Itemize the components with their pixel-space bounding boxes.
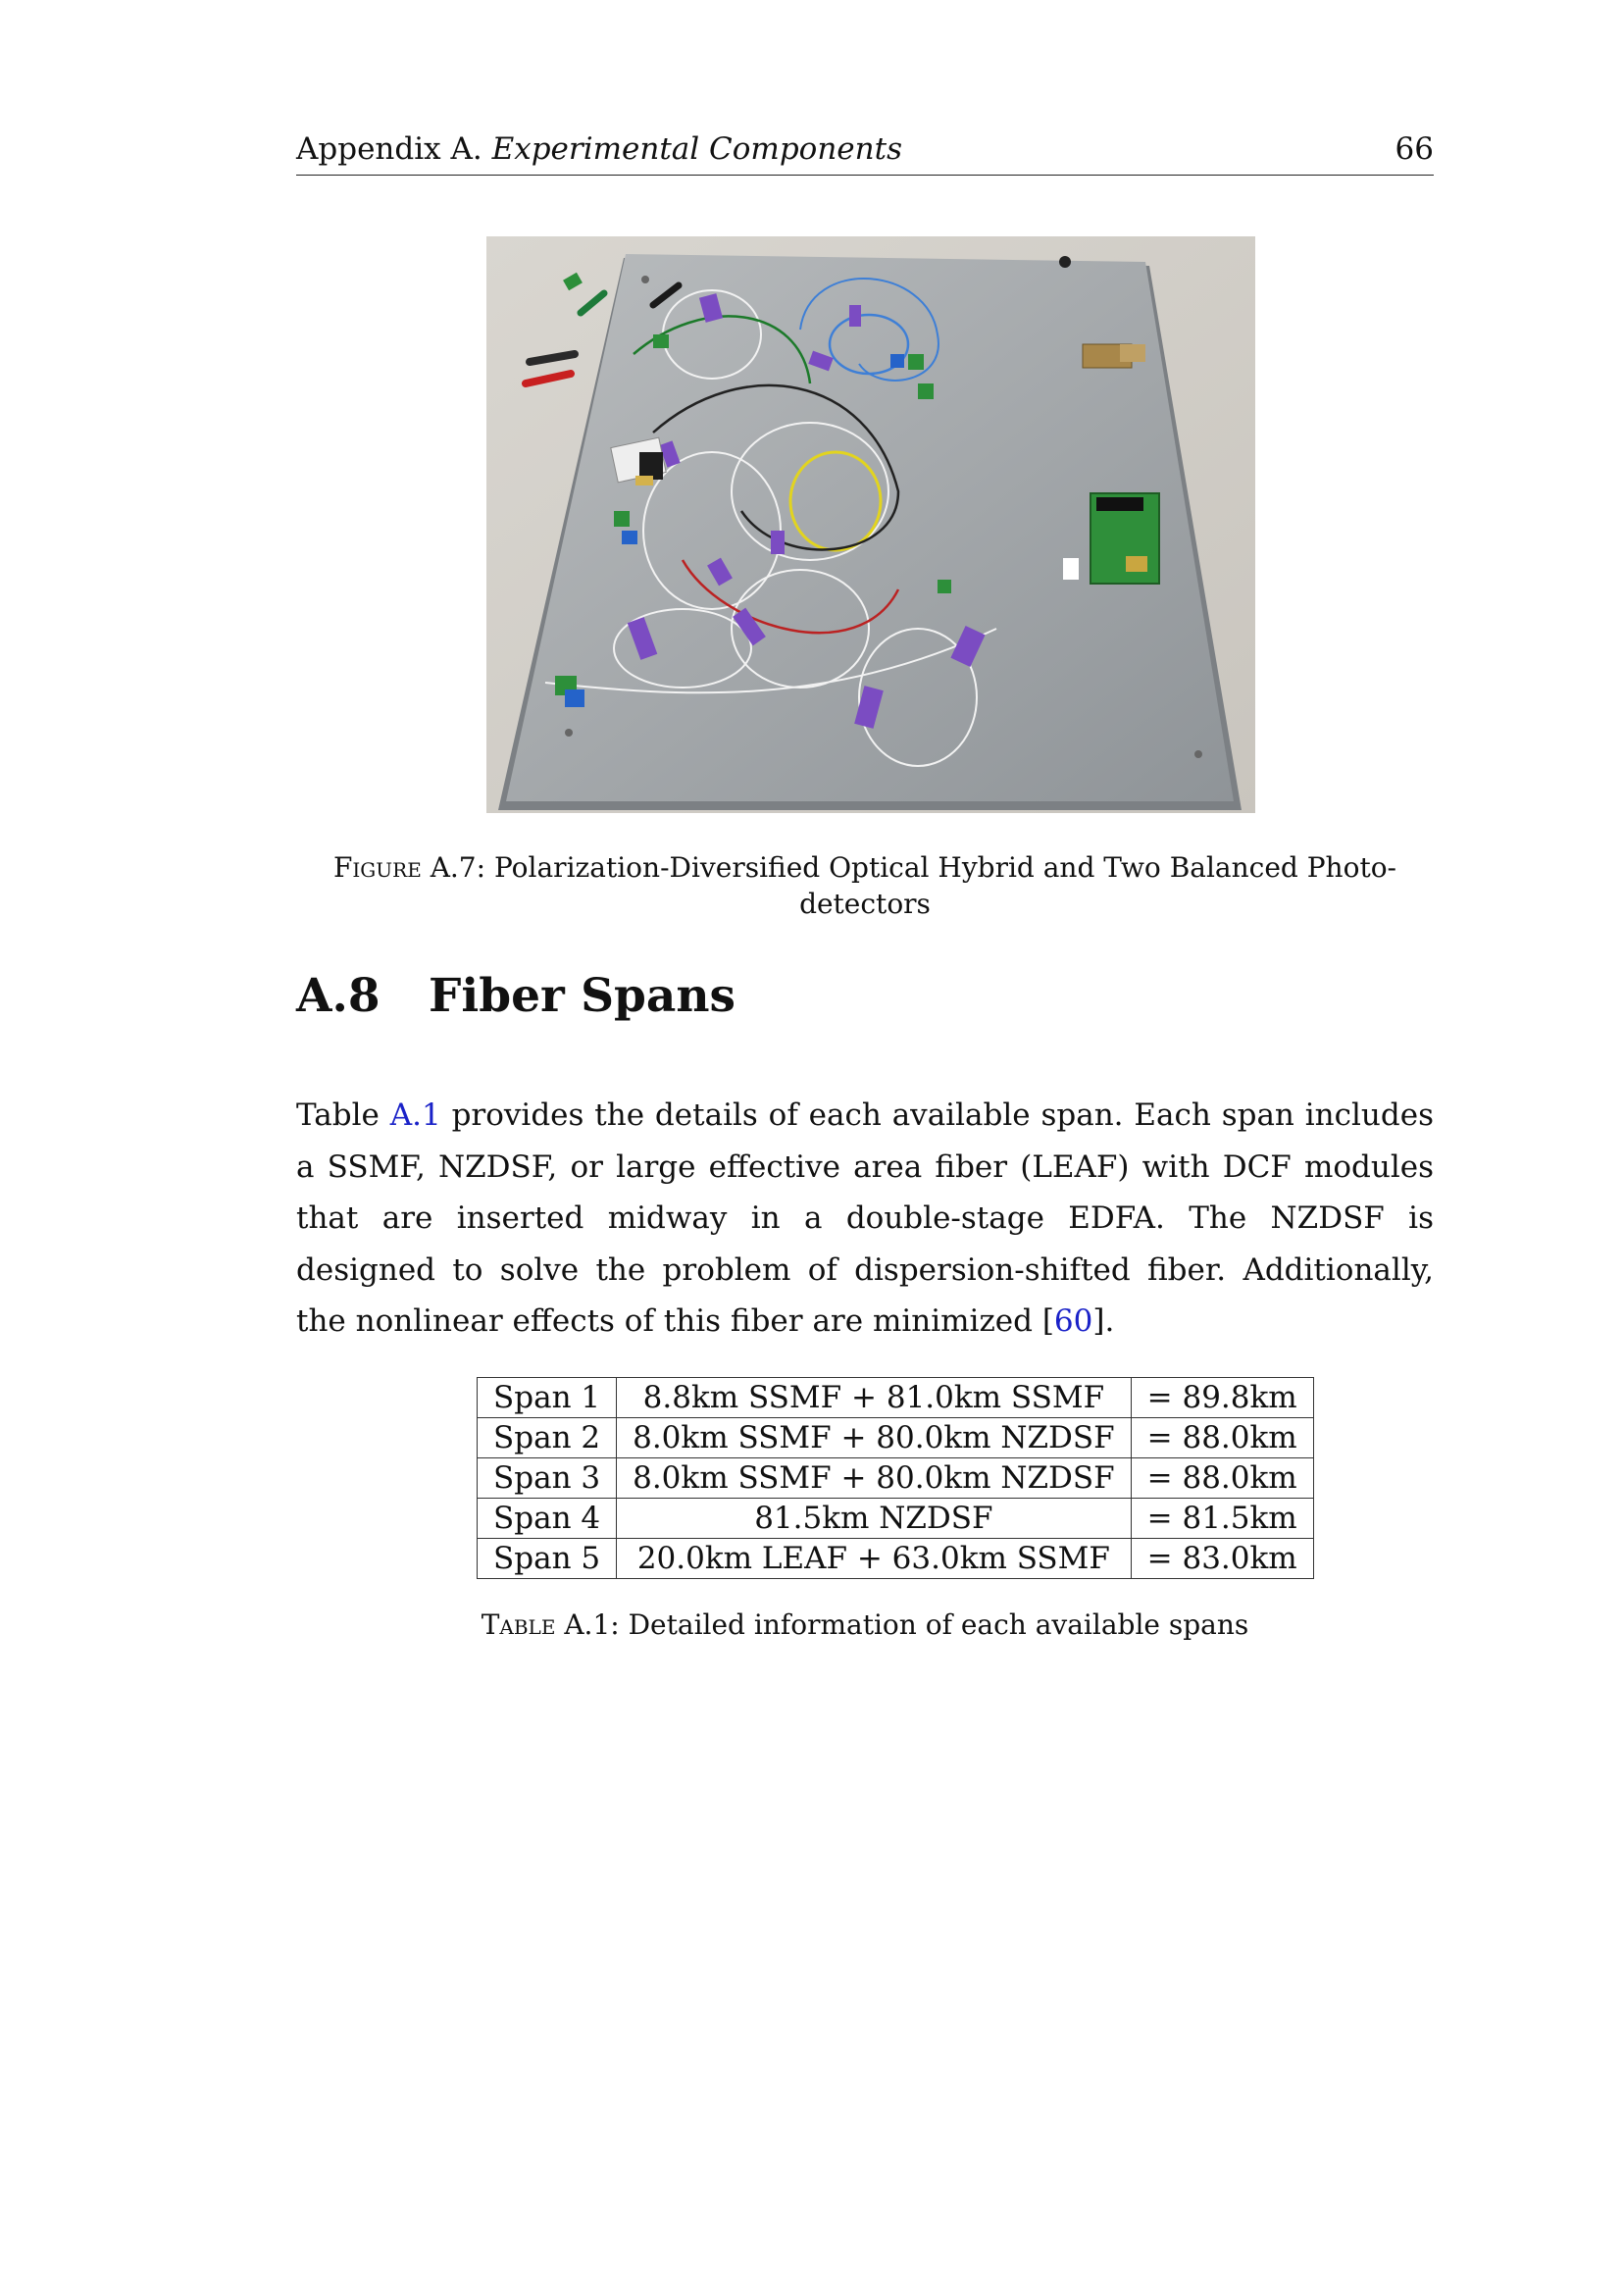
table-caption-text: Detailed information of each available spans	[628, 1608, 1249, 1641]
span-cell: Span 1	[478, 1378, 617, 1418]
composition-cell: 8.0km SSMF + 80.0km NZDSF	[617, 1418, 1132, 1458]
total-cell: = 83.0km	[1131, 1539, 1313, 1579]
table-ref-link[interactable]: A.1	[389, 1097, 441, 1133]
composition-cell: 81.5km NZDSF	[617, 1499, 1132, 1539]
total-cell: = 81.5km	[1131, 1499, 1313, 1539]
table-row	[478, 1499, 1314, 1539]
span-cell: Span 5	[478, 1539, 617, 1579]
composition-cell: 8.8km SSMF + 81.0km SSMF	[617, 1378, 1132, 1418]
figure-caption-text: Polarization-Diversified Optical Hybrid and Two Balanced Photo-	[493, 851, 1397, 884]
table-row	[478, 1378, 1314, 1418]
span-cell: Span 4	[478, 1499, 617, 1539]
figure-caption-line-1	[296, 849, 1434, 886]
header-chapter-title: Experimental Components	[491, 131, 902, 167]
composition-cell: 20.0km LEAF + 63.0km SSMF	[617, 1539, 1132, 1579]
figure-photo	[486, 236, 1255, 813]
span-cell: Span 2	[478, 1418, 617, 1458]
table-row	[478, 1458, 1314, 1499]
figure-caption	[296, 849, 1434, 922]
header-chapter	[296, 131, 902, 167]
section-heading	[296, 969, 735, 1023]
section-title: Fiber Spans	[429, 969, 736, 1023]
table-row	[478, 1539, 1314, 1579]
para-text-2: provides the details of each available span. Each span includes a SSMF, NZDSF, or large effective area fiber (LEAF) with DCF modules that are inserted midway in a double-stage EDFA. The NZDSF is designed to solve the problem of dispersion-shifted fiber. Additionally, the nonlinear effects of this fiber are minimized [	[296, 1097, 1434, 1339]
composition-cell: 8.0km SSMF + 80.0km NZDSF	[617, 1458, 1132, 1499]
figure-caption-line-2: detectors	[799, 888, 931, 920]
body-paragraph	[296, 1090, 1434, 1348]
spans-table	[477, 1377, 1314, 1579]
total-cell: = 89.8km	[1131, 1378, 1313, 1418]
table-row	[478, 1418, 1314, 1458]
para-text-1: Table	[296, 1097, 390, 1133]
total-cell: = 88.0km	[1131, 1458, 1313, 1499]
section-number: A.8	[296, 969, 380, 1023]
running-header	[296, 131, 1434, 176]
span-cell: Span 3	[478, 1458, 617, 1499]
total-cell: = 88.0km	[1131, 1418, 1313, 1458]
header-prefix: Appendix A.	[296, 131, 482, 167]
table-caption	[296, 1608, 1434, 1641]
figure-label: Figure A.7:	[332, 851, 486, 884]
hybrid-board-photo	[486, 236, 1255, 813]
para-text-3: ].	[1092, 1303, 1115, 1339]
page-number: 66	[1395, 131, 1434, 167]
citation-link[interactable]: 60	[1053, 1303, 1093, 1339]
table-label: Table A.1:	[481, 1608, 620, 1641]
